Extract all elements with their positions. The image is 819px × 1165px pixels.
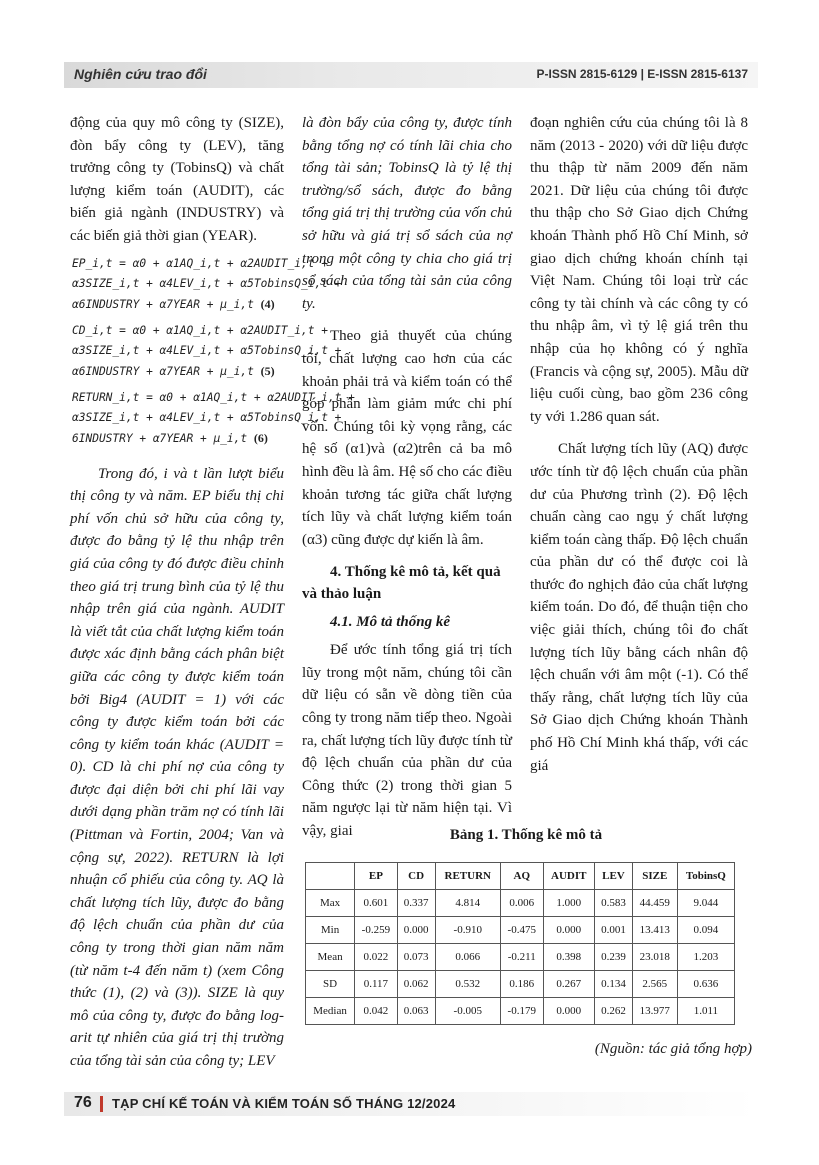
subsection-heading: 4.1. Mô tả thống kê: [330, 614, 451, 631]
table-cell: 0.262: [595, 998, 633, 1025]
table-cell: 0.117: [355, 971, 398, 998]
table-cell: 2.565: [632, 971, 677, 998]
table-cell: 1.000: [543, 890, 594, 917]
table-cell: 0.066: [435, 944, 500, 971]
table-cell: 0.601: [355, 890, 398, 917]
table-cell: 0.000: [543, 917, 594, 944]
equation-5: CD_i,t = α0 + α1AQ_i,t + α2AUDIT_i,t + α3SIZE_i,t + α4LEV_i,t + α5TobinsQ_i,t + α6INDUSTRY + α7YEAR + μ_i,t (5): [72, 323, 342, 378]
table-row: [306, 890, 735, 917]
column-header: SIZE: [632, 863, 677, 890]
table-cell: 0.022: [355, 944, 398, 971]
row-label: Mean: [306, 944, 355, 971]
column-header: AQ: [501, 863, 544, 890]
table-cell: -0.005: [435, 998, 500, 1025]
table-cell: 9.044: [677, 890, 734, 917]
row-label: SD: [306, 971, 355, 998]
equation-6: RETURN_i,t = α0 + α1AQ_i,t + α2AUDIT_i,t + α3SIZE_i,t + α4LEV_i,t + α5TobinsQ_i,t + 6INDUSTRY + α7YEAR + μ_i,t (6): [72, 390, 355, 445]
column-header: CD: [397, 863, 435, 890]
table-cell: 0.062: [397, 971, 435, 998]
page-number: 76: [74, 1094, 92, 1111]
table-cell: 0.000: [543, 998, 594, 1025]
paragraph: Để ước tính tổng giá trị tích lũy trong một năm, chúng tôi cần dữ liệu có sẵn về dòng tiền của công ty trong năm tiếp theo. Ngoài ra, chất lượng tích lũy được tính từ độ lệch chuẩn của phần dư của Công thức (2) trong thời gian 5 năm ngược lại từ năm hiện tại. Vì vậy, giai: [302, 642, 512, 840]
table-cell: 44.459: [632, 890, 677, 917]
section-heading: 4. Thống kê mô tả, kết quả và thảo luận: [302, 564, 501, 603]
column-header: RETURN: [435, 863, 500, 890]
journal-name: TẠP CHÍ KẾ TOÁN VÀ KIỂM TOÁN SỐ THÁNG 12/2024: [112, 1096, 456, 1111]
column-header: [306, 863, 355, 890]
column-3: [530, 112, 748, 777]
table-cell: 0.583: [595, 890, 633, 917]
table-cell: 0.134: [595, 971, 633, 998]
table-cell: 0.094: [677, 917, 734, 944]
table-cell: 1.011: [677, 998, 734, 1025]
table-cell: 0.186: [501, 971, 544, 998]
table-row: [306, 917, 735, 944]
paragraph: Chất lượng tích lũy (AQ) được ước tính từ độ lệch chuẩn của phần dư của Phương trình (2). Độ lệch chuẩn càng cao ngụ ý chất lượng kiểm toán càng thấp. Độ lệch chuẩn của phần dư có thể được coi là thước đo nghịch đảo của chất lượng kiểm toán. Do đó, để thuận tiện cho việc giải thích, chúng tôi đo chất lượng tích lũy bằng cách nhân độ lệch chuẩn với âm một (-1). Có thể thấy rằng, chất lượng tích lũy của Sở Giao dịch Chứng khoán Thành phố Hồ Chí Minh khá thấp, với các giá: [530, 441, 748, 774]
section-label: Nghiên cứu trao đổi: [74, 66, 207, 82]
table-cell: 1.203: [677, 944, 734, 971]
table-cell: 0.337: [397, 890, 435, 917]
paragraph-definitions: Trong đó, i và t lần lượt biểu thị công ty và năm. EP biểu thị chi phí vốn chủ sở hữu của công ty, được đo bằng tỷ lệ thu nhập trên giá của công ty đó được điều chỉnh theo giá trị trung bình của tỷ lệ thu nhập trên giá của ngành. AUDIT là viết tắt của chất lượng kiểm toán được xác định bằng cách phân biệt giữa các công ty được kiểm toán bởi Big4 (AUDIT = 1) với các công ty được kiểm toán bởi các công ty kiểm toán khác (AUDIT = 0). CD là chi phí nợ của công ty được đại diện bởi chi phí lãi vay dưới dạng phần trăm nợ có tính lãi (Pittman và Fortin, 2004; Van và cộng sự, 2022). RETURN là lợi nhuận cổ phiếu của công ty. AQ là chất lượng tích lũy, được đo bằng độ lệch chuẩn của phần dư của công ty trong thời gian năm năm (từ năm t-4 đến năm t) (xem Công thức (1), (2) và (3)). SIZE là quy mô của công ty, được đo bằng log-arit tự nhiên của giá trị thị trường của tổng tài sản của công ty; LEV: [70, 465, 284, 1069]
table-cell: 4.814: [435, 890, 500, 917]
table-cell: 0.636: [677, 971, 734, 998]
paragraph: đoạn nghiên cứu của chúng tôi là 8 năm (2013 - 2020) với dữ liệu được thu thập từ năm 2009 đến năm 2021. Dữ liệu của chúng tôi được thu thập cho Sở Giao dịch Chứng khoán Thành phố Hồ Chí Minh, sở giao dịch chứng khoán chính tại Việt Nam. Chúng tôi loại trừ các công ty tài chính và các công ty có thu nhập âm, vì tỷ lệ giá trên thu nhập của họ không có ý nghĩa (Francis và cộng sự, 2005). Mẫu dữ liệu cuối cùng, bao gồm 236 công ty với 1.286 quan sát.: [530, 115, 748, 425]
column-header: EP: [355, 863, 398, 890]
table-cell: 0.239: [595, 944, 633, 971]
descriptive-stats-table: [305, 862, 735, 1025]
table-cell: 0.006: [501, 890, 544, 917]
paragraph: Theo giả thuyết của chúng tôi, chất lượng cao hơn của các khoản phải trả và kiểm toán có thể góp phần làm giảm mức chi phí vốn. Chúng tôi kỳ vọng rằng, các hệ số (α1)và (α2)trên cả ba mô hình đều là âm. Hệ số cho các điều khoản tương tác giữa chất lượng tích lũy và chất lượng kiểm toán (α3) cũng được dự kiến là âm.: [302, 328, 512, 548]
table-cell: -0.259: [355, 917, 398, 944]
table-row: [306, 971, 735, 998]
column-header: TobinsQ: [677, 863, 734, 890]
paragraph: là đòn bẩy của công ty, được tính bằng tổng nợ có tính lãi chia cho tổng tài sản; TobinsQ là tỷ lệ thị trường/sổ sách, được đo bằng tổng giá trị thị trường của vốn chủ sở hữu và giá trị sổ sách của nợ trong một công ty chia cho giá trị sổ sách của tổng tài sản của công ty.: [302, 115, 512, 312]
table-cell: 0.398: [543, 944, 594, 971]
table-cell: 0.063: [397, 998, 435, 1025]
row-label: Min: [306, 917, 355, 944]
table-row: [306, 944, 735, 971]
table-cell: -0.179: [501, 998, 544, 1025]
column-header: LEV: [595, 863, 633, 890]
footer-divider: [100, 1096, 103, 1112]
table-cell: -0.475: [501, 917, 544, 944]
column-2: [302, 112, 512, 843]
table-cell: 0.073: [397, 944, 435, 971]
equation-4: EP_i,t = α0 + α1AQ_i,t + α2AUDIT_i,t + α3SIZE_i,t + α4LEV_i,t + α5TobinsQ_i,t + α6INDUSTRY + α7YEAR + μ_i,t (4): [72, 256, 342, 311]
table-cell: 13.977: [632, 998, 677, 1025]
table-cell: 13.413: [632, 917, 677, 944]
table-cell: 23.018: [632, 944, 677, 971]
table-cell: 0.000: [397, 917, 435, 944]
paragraph: động của quy mô công ty (SIZE), đòn bẩy công ty (LEV), tăng trưởng công ty (TobinsQ) và chất lượng kiểm toán (AUDIT), các biến giả ngành (INDUSTRY) và các biến giả thời gian (YEAR).: [70, 115, 284, 244]
column-header: AUDIT: [543, 863, 594, 890]
page-footer: [64, 1092, 758, 1116]
table-header-row: [306, 863, 735, 890]
table-row: [306, 998, 735, 1025]
page-header: [64, 62, 758, 88]
table-cell: -0.211: [501, 944, 544, 971]
row-label: Median: [306, 998, 355, 1025]
issn-label: P-ISSN 2815-6129 | E-ISSN 2815-6137: [536, 67, 748, 81]
table-cell: -0.910: [435, 917, 500, 944]
row-label: Max: [306, 890, 355, 917]
table-cell: 0.267: [543, 971, 594, 998]
table-title: Bảng 1. Thống kê mô tả: [449, 827, 603, 843]
table-cell: 0.532: [435, 971, 500, 998]
table-cell: 0.001: [595, 917, 633, 944]
table-cell: 0.042: [355, 998, 398, 1025]
table-source: (Nguồn: tác giả tổng hợp): [594, 1041, 752, 1057]
